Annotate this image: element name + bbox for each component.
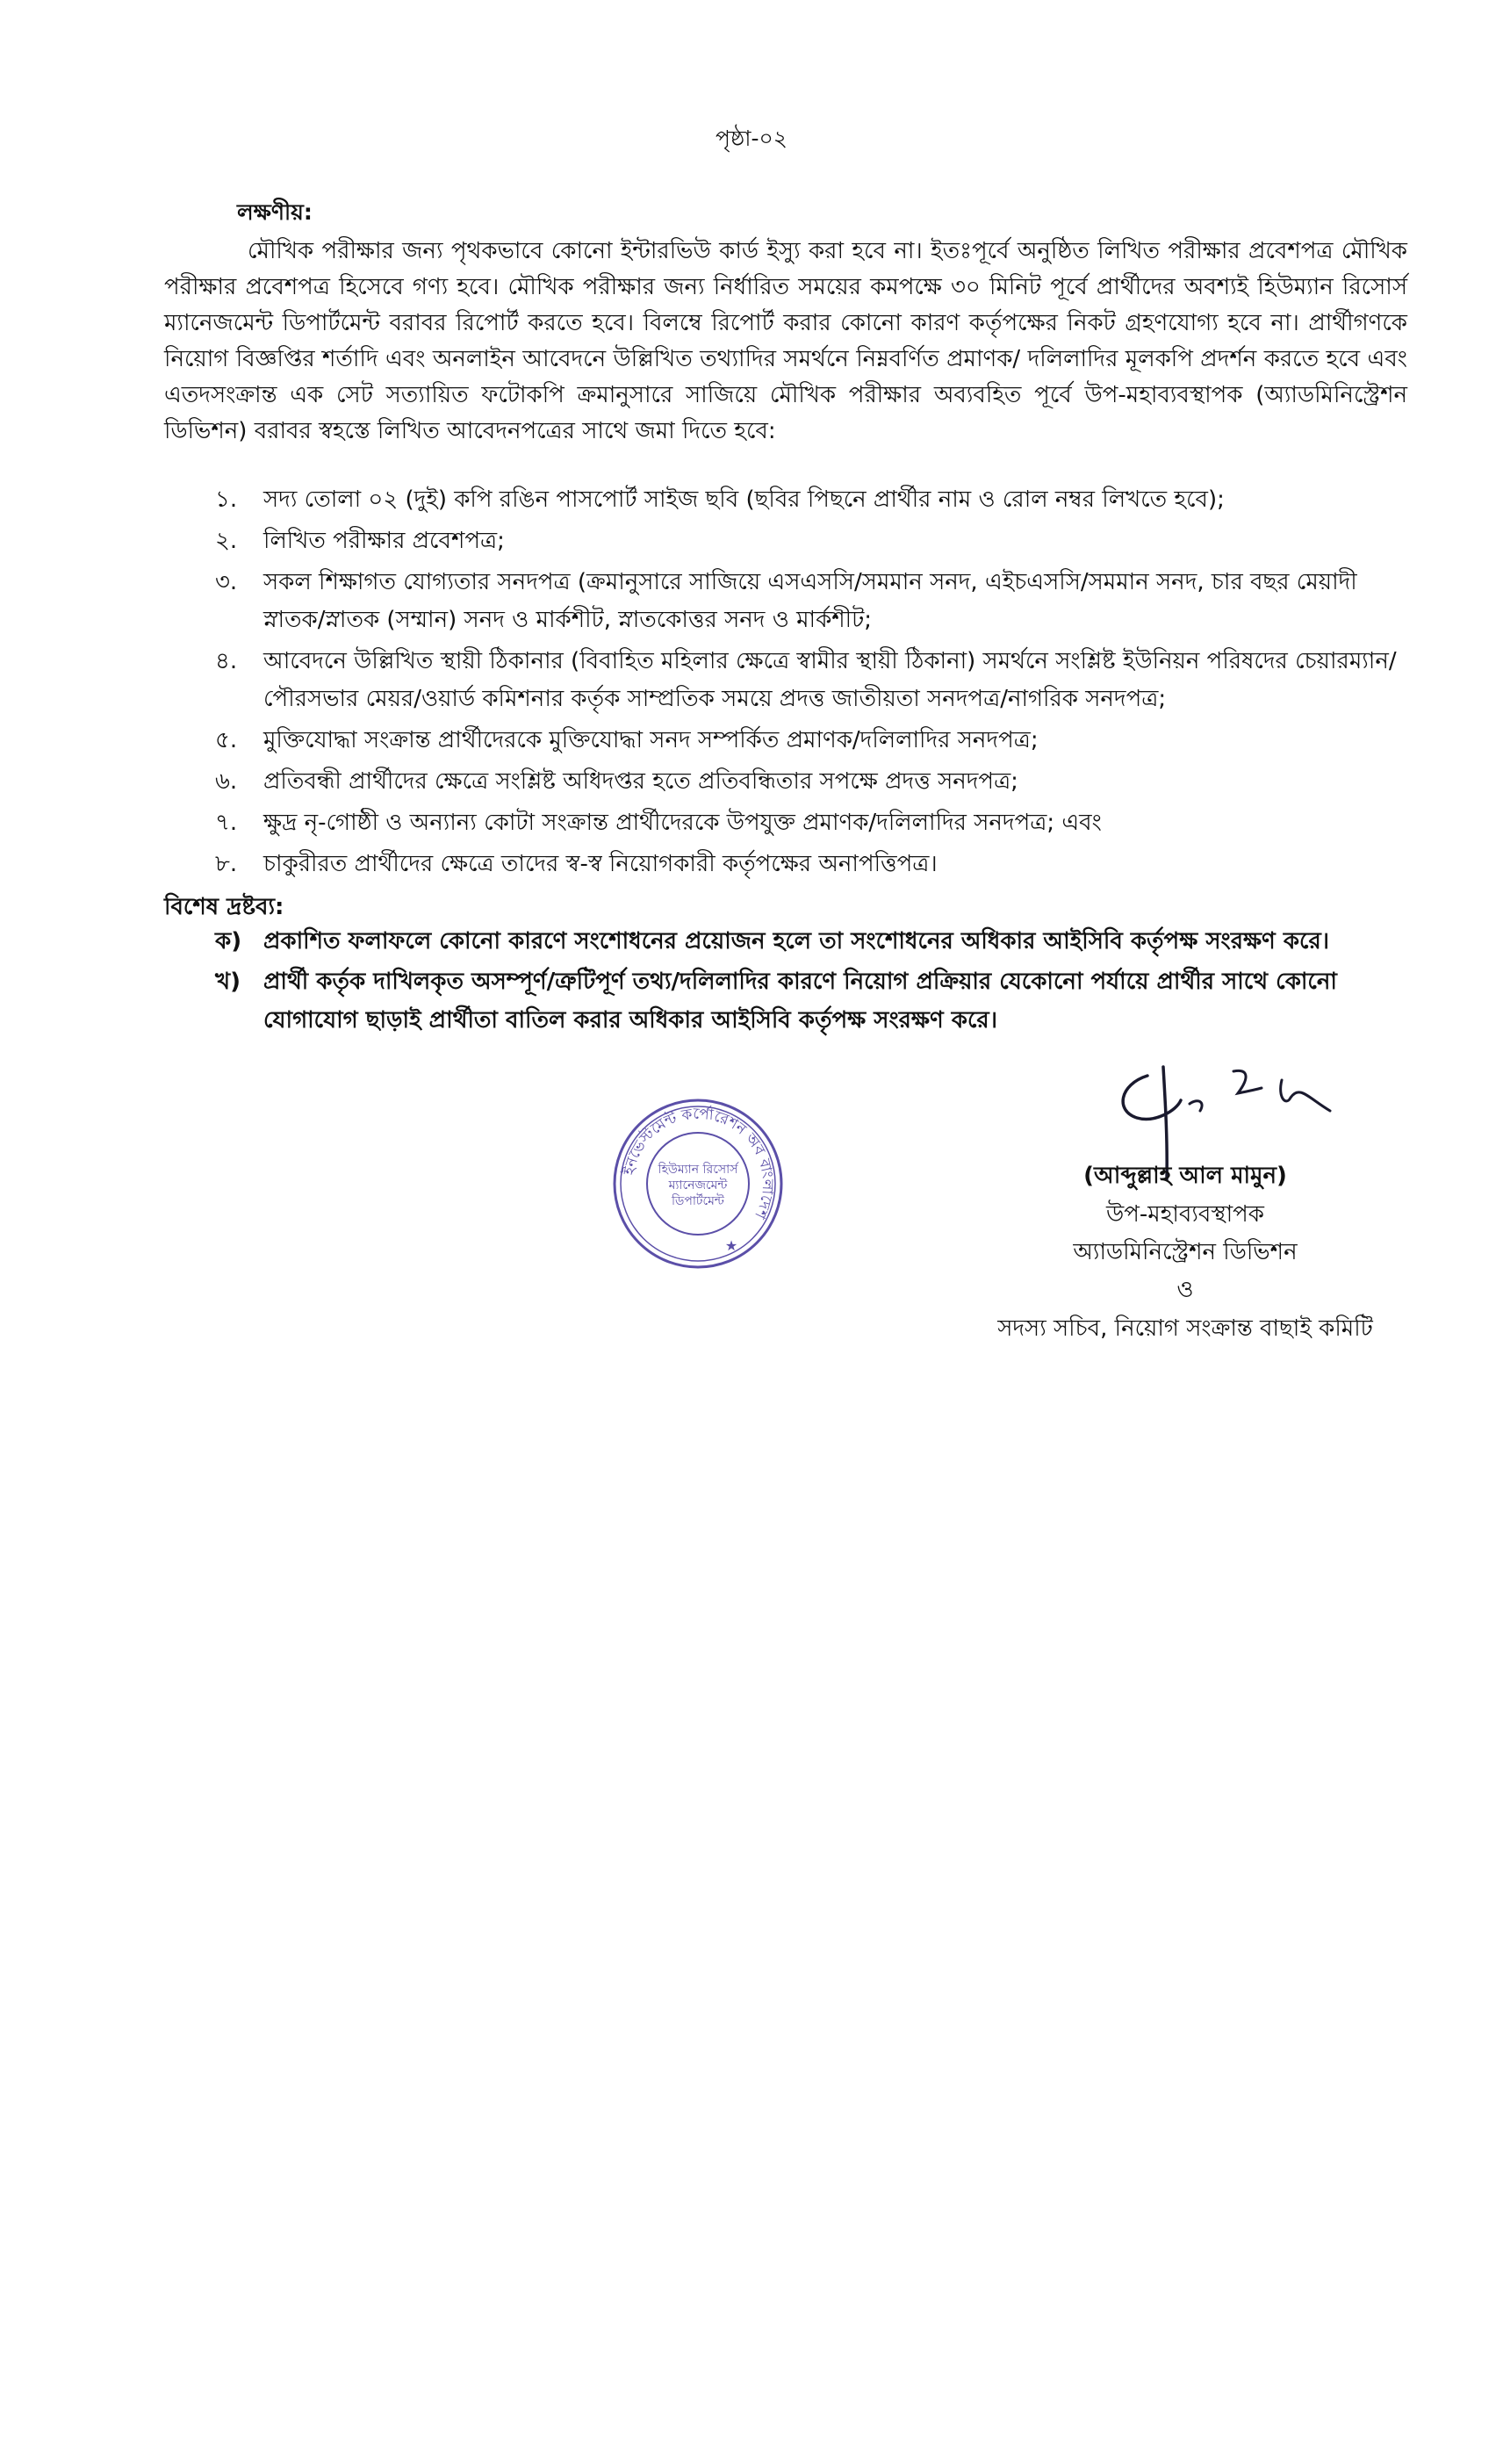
list-item-number: ৩.: [215, 569, 238, 595]
list-item-number: ১.: [215, 486, 238, 513]
list-item-text: মুক্তিযোদ্ধা সংক্রান্ত প্রার্থীদেরকে মুক্তিযোদ্ধা সনদ সম্পর্কিত প্রমাণক/দলিলাদির সনদপত্র;: [263, 727, 1039, 753]
seal-inner-line1: হিউম্যান রিসোর্স: [658, 1163, 738, 1177]
special-note-text: প্রার্থী কর্তৃক দাখিলকৃত অসম্পূর্ণ/ত্রুটিপূর্ণ তথ্য/দলিলাদির কারণে নিয়োগ প্রক্রিয়ার যেকোনো পর্যায়ে প্রার্থীর সাথে কোনো যোগাযোগ ছাড়াই প্রার্থীতা বাতিল করার অধিকার আইসিবি কর্তৃপক্ষ সংরক্ষণ করে।: [263, 969, 1337, 1034]
seal-outer-text: ইনভেস্টমেন্ট কর্পোরেশন অব বাংলাদেশ: [620, 1105, 777, 1221]
list-item-number: ৬.: [215, 768, 238, 795]
list-item-text: সকল শিক্ষাগত যোগ্যতার সনদপত্র (ক্রমানুসারে সাজিয়ে এসএসসি/সমমান সনদ, এইচএসসি/সমমান সনদ, চার বছর মেয়াদী স্নাতক/স্নাতক (সম্মান) সনদ ও মার্কশীট, স্নাতকোত্তর সনদ ও মার্কশীট;: [263, 569, 1357, 633]
notice-heading: লক্ষণীয়:: [237, 199, 313, 225]
list-item-text: লিখিত পরীক্ষার প্রবেশপত্র;: [263, 528, 505, 554]
special-note-list: [164, 922, 1407, 1041]
list-item: [164, 763, 1407, 801]
list-item: [164, 722, 1407, 760]
signatory-role: সদস্য সচিব, নিয়োগ সংক্রান্ত বাছাই কমিটি: [997, 1315, 1373, 1342]
signatory-name: (আব্দুল্লাহ আল মামুন): [1083, 1163, 1287, 1189]
requirements-list: [164, 481, 1407, 887]
special-note-number: খ): [215, 969, 241, 995]
official-seal: [610, 1096, 786, 1272]
list-item-text: আবেদনে উল্লিখিত স্থায়ী ঠিকানার (বিবাহিত মহিলার ক্ষেত্রে স্বামীর স্থায়ী ঠিকানা) সমর্থনে সংশ্লিষ্ট ইউনিয়ন পরিষদের চেয়ারম্যান/ পৌরসভার মেয়র/ওয়ার্ড কমিশনার কর্তৃক সাম্প্রতিক সময়ে প্রদত্ত জাতীয়তা সনদপত্র/নাগরিক সনদপত্র;: [263, 648, 1397, 712]
special-note-number: ক): [215, 928, 242, 955]
signatory-conjunction: ও: [1176, 1277, 1194, 1303]
page-number: পৃষ্ঠা-০২: [715, 126, 788, 151]
seal-inner-line2: ম্যানেজমেন্ট: [668, 1178, 728, 1192]
special-note-item: [164, 922, 1407, 961]
list-item: [164, 804, 1407, 842]
seal-inner-line3: ডিপার্টমেন্ট: [672, 1194, 724, 1208]
special-note-item: [164, 962, 1407, 1040]
list-item: [164, 846, 1407, 883]
list-item-text: প্রতিবন্ধী প্রার্থীদের ক্ষেত্রে সংশ্লিষ্ট অধিদপ্তর হতে প্রতিবন্ধিতার সপক্ষে প্রদত্ত সনদপত্র;: [263, 768, 1018, 795]
list-item: [164, 564, 1407, 639]
signatory-title: উপ-মহাব্যবস্থাপক: [1106, 1201, 1264, 1228]
notice-body: মৌখিক পরীক্ষার জন্য পৃথকভাবে কোনো ইন্টারভিউ কার্ড ইস্যু করা হবে না। ইতঃপূর্বে অনুষ্ঠিত লিখিত পরীক্ষার প্রবেশপত্র মৌখিক পরীক্ষার প্রবেশপত্র হিসেবে গণ্য হবে। মৌখিক পরীক্ষার জন্য নির্ধারিত সময়ের কমপক্ষে ৩০ মিনিট পূর্বে প্রার্থীদের অবশ্যই হিউম্যান রিসোর্স ম্যানেজমেন্ট ডিপার্টমেন্ট বরাবর রিপোর্ট করতে হবে। বিলম্বে রিপোর্ট করার কোনো কারণ কর্তৃপক্ষের নিকট গ্রহণযোগ্য হবে না। প্রার্থীগণকে নিয়োগ বিজ্ঞপ্তির শর্তাদি এবং অনলাইন আবেদনে উল্লিখিত তথ্যাদির সমর্থনে নিম্নবর্ণিত প্রমাণক/ দলিলাদির মূলকপি প্রদর্শন করতে হবে এবং এতদসংক্রান্ত এক সেট সত্যায়িত ফটোকপি ক্রমানুসারে সাজিয়ে মৌখিক পরীক্ষার অব্যবহিত পূর্বে উপ-মহাব্যবস্থাপক (অ্যাডমিনিস্ট্রেশন ডিভিশন) বরাবর স্বহস্তে লিখিত আবেদনপত্রের সাথে জমা দিতে হবে:: [164, 238, 1407, 444]
seal-star-icon: ★: [724, 1237, 738, 1254]
signatory-division: অ্যাডমিনিস্ট্রেশন ডিভিশন: [1073, 1239, 1298, 1265]
list-item-number: ২.: [215, 528, 238, 554]
list-item-number: ৪.: [215, 648, 238, 674]
list-item: [164, 522, 1407, 560]
list-item-number: ৭.: [215, 810, 238, 836]
special-note-text: প্রকাশিত ফলাফলে কোনো কারণে সংশোধনের প্রয়োজন হলে তা সংশোধনের অধিকার আইসিবি কর্তৃপক্ষ সংরক্ষণ করে।: [263, 928, 1330, 955]
list-item-text: ক্ষুদ্র নৃ-গোষ্ঠী ও অন্যান্য কোটা সংক্রান্ত প্রার্থীদেরকে উপযুক্ত প্রমাণক/দলিলাদির সনদপত্র; এবং: [263, 810, 1102, 836]
list-item-text: সদ্য তোলা ০২ (দুই) কপি রঙিন পাসপোর্ট সাইজ ছবি (ছবির পিছনে প্রার্থীর নাম ও রোল নম্বর লিখতে হবে);: [263, 486, 1225, 513]
list-item: [164, 643, 1407, 718]
list-item-text: চাকুরীরত প্রার্থীদের ক্ষেত্রে তাদের স্ব-স্ব নিয়োগকারী কর্তৃপক্ষের অনাপত্তিপত্র।: [263, 851, 938, 877]
special-note-heading: বিশেষ দ্রষ্টব্য:: [164, 894, 284, 920]
list-item-number: ৮.: [215, 851, 238, 877]
list-item: [164, 481, 1407, 519]
list-item-number: ৫.: [215, 727, 238, 753]
